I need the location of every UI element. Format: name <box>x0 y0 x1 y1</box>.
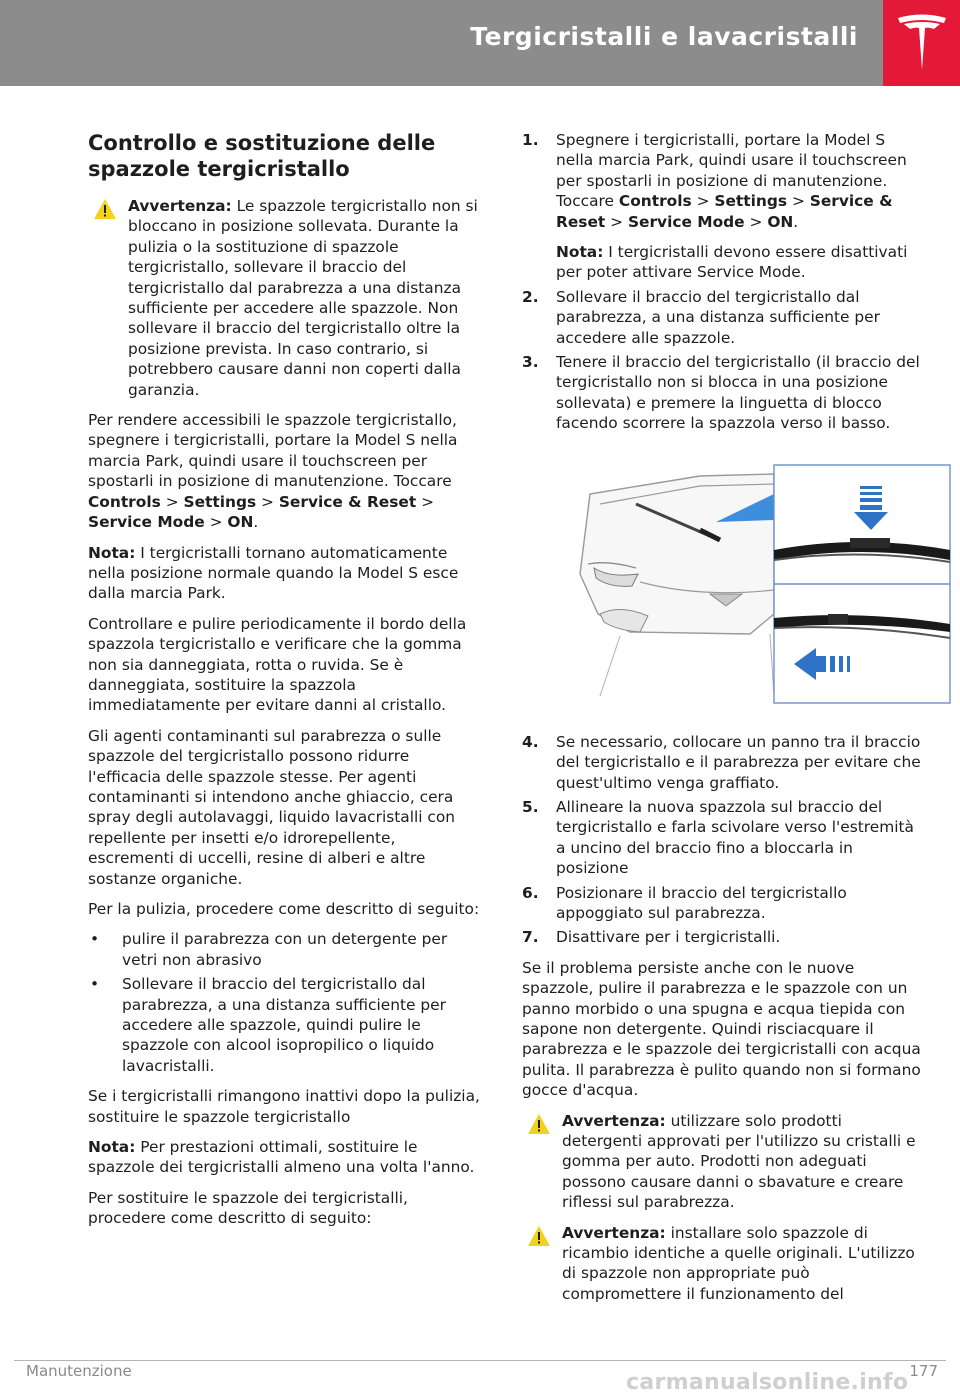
note-label: Nota: <box>556 243 604 262</box>
left-column <box>88 130 483 1239</box>
menu-path-settings: Settings <box>183 492 257 511</box>
section-heading: Controllo e sostituzione delle spazzole tergicristallo <box>88 131 436 181</box>
step-text: Disattivare per i tergicristalli. <box>556 928 781 947</box>
warning-triangle-icon <box>93 198 117 220</box>
paragraph: Se i tergicristalli rimangono inattivi dopo la pulizia, sostituire le spazzole tergicristallo <box>88 1087 480 1126</box>
step-number: 5. <box>522 797 539 816</box>
path-separator: > <box>416 492 434 511</box>
car-wiper-illustration-icon <box>560 464 952 706</box>
list-item <box>88 929 483 970</box>
step-note <box>556 242 922 283</box>
path-separator: > <box>691 192 715 211</box>
bullet-marker: • <box>90 975 100 994</box>
step-item <box>522 352 922 434</box>
step-number: 6. <box>522 883 539 902</box>
page-number: 177 <box>909 1362 938 1380</box>
step-text: Spegnere i tergicristalli, portare la Model S nella marcia Park, quindi usare il touchscreen per spostarli in posizione di manutenzione. Toccare <box>556 131 907 211</box>
paragraph: Per sostituire le spazzole dei tergicristalli, procedere come descritto di seguito: <box>88 1188 408 1228</box>
step-number: 2. <box>522 287 539 306</box>
menu-path-service-mode: Service Mode <box>88 513 205 532</box>
warning-triangle-icon <box>527 1113 551 1135</box>
step-text: Posizionare il braccio del tergicristallo appoggiato sul parabrezza. <box>556 883 847 922</box>
step-number: 7. <box>522 928 539 947</box>
step-text: Allineare la nuova spazzola sul braccio del tergicristallo e farla scivolare verso l'estremità a uncino del braccio fino a bloccarla in posizione <box>556 797 914 878</box>
path-separator: > <box>744 212 768 231</box>
note-label: Nota: <box>88 1138 136 1157</box>
menu-path-controls: Controls <box>618 192 692 211</box>
menu-path-settings: Settings <box>714 192 788 211</box>
menu-path-service-reset: Service & Reset <box>556 192 893 231</box>
path-separator: > <box>605 212 628 231</box>
warning-text: Le spazzole tergicristallo non si bloccano in posizione sollevata. Durante la pulizia o la sostituzione di spazzole tergicristallo, sollevare il braccio del tergicristallo dal parabrezza a una distanza sufficiente per accedere alle spazzole. Non sollevare il braccio del tergicristallo oltre la posizione prevista. In caso contrario, si potrebbero causare danni non coperti dalla garanzia. <box>128 197 478 399</box>
period: . <box>253 513 259 532</box>
note-text: I tergicristalli tornano automaticamente nella posizione normale quando la Model S esce dalla marcia Park. <box>88 543 459 603</box>
list-item <box>88 974 483 1076</box>
paragraph: Per la pulizia, procedere come descritto di seguito: <box>88 900 480 918</box>
paragraph: Controllare e pulire periodicamente il bordo della spazzola tergicristallo e verificare che la gomma non sia danneggiata, rotta o ruvida. Se è danneggiata, sostituire la spazzola immediatamente per evitare danni al cristallo. <box>88 614 467 715</box>
warning-box <box>522 1223 922 1305</box>
paragraph: Gli agenti contaminanti sul parabrezza o sulle spazzole del tergicristallo possono ridurre l'efficacia delle spazzole stesse. Per agenti contaminanti si intendono anche ghiaccio, cera spray degli autolavaggi, liquido lavacristalli con repellente per insetti e/o idrorepellente, escrementi di uccelli, resine di alberi e altre sostanze organiche. <box>88 726 456 888</box>
step-item <box>522 130 922 283</box>
path-separator: > <box>787 192 810 211</box>
paragraph <box>88 410 483 532</box>
warning-box <box>88 196 483 400</box>
page-header <box>0 0 960 86</box>
step-item <box>522 797 922 879</box>
note-text: Per prestazioni ottimali, sostituire le spazzole dei tergicristalli almeno una volta l'anno. <box>88 1138 475 1177</box>
footer-divider <box>14 1360 946 1361</box>
warning-text: utilizzare solo prodotti detergenti approvati per l'utilizzo su cristalli e gomma per auto. Prodotti non adeguati possono causare danni o sbavature e creare riflessi sul parabrezza. <box>562 1111 916 1212</box>
warning-triangle-icon <box>527 1225 551 1247</box>
paragraph-text: Per rendere accessibili le spazzole tergicristallo, spegnere i tergicristalli, portare la Model S nella marcia Park, quindi usare il touchscreen per spostarli in posizione di manutenzione. Toccare <box>88 411 458 491</box>
step-number: 4. <box>522 732 539 751</box>
note <box>88 543 483 604</box>
right-column <box>522 130 922 1314</box>
path-separator: > <box>204 513 228 532</box>
menu-path-on: ON <box>767 212 794 231</box>
step-text: Se necessario, collocare un panno tra il braccio del tergicristallo e il parabrezza per evitare che quest'ultimo venga graffiato. <box>556 732 921 792</box>
warning-label: Avvertenza: <box>128 197 232 215</box>
footer-section: Manutenzione <box>26 1362 132 1380</box>
list-item-text: Sollevare il braccio del tergicristallo dal parabrezza, a una distanza sufficiente per accedere alle spazzole, quindi pulire le spazzole con alcool isopropilico o liquido lavacristalli. <box>122 975 446 1075</box>
paragraph: Se il problema persiste anche con le nuove spazzole, pulire il parabrezza e le spazzole con un panno morbido o una spugna e acqua tiepida con sapone non detergente. Quindi risciacquare il parabrezza e le spazzole dei tergicristalli con acqua pulita. Il parabrezza è pulito quando non si formano gocce d'acqua. <box>522 958 921 1100</box>
period: . <box>793 212 799 231</box>
menu-path-service-reset: Service & Reset <box>278 492 417 511</box>
note-text: I tergicristalli devono essere disattivati per poter attivare Service Mode. <box>556 243 908 282</box>
menu-path-controls: Controls <box>88 492 161 511</box>
note <box>88 1137 483 1178</box>
logo-box <box>883 0 960 86</box>
step-text: Tenere il braccio del tergicristallo (il braccio del tergicristallo non si blocca in una posizione sollevata) e premere la linguetta di blocco facendo scorrere la spazzola verso il basso. <box>556 353 920 433</box>
tesla-logo-icon <box>896 14 948 72</box>
step-number: 1. <box>522 131 539 149</box>
watermark: carmanualsonline.info <box>626 1370 909 1395</box>
bullet-list <box>88 929 483 1076</box>
note-label: Nota: <box>88 543 136 562</box>
warning-text: installare solo spazzole di ricambio identiche a quelle originali. L'utilizzo di spazzole non appropriate può compromettere il funzionamento del <box>562 1223 915 1303</box>
steps-list <box>522 732 922 948</box>
step-item <box>522 883 922 924</box>
path-separator: > <box>256 492 279 511</box>
menu-path-service-mode: Service Mode <box>627 212 745 231</box>
menu-path-on: ON <box>227 513 254 532</box>
list-item-text: pulire il parabrezza con un detergente per vetri non abrasivo <box>122 930 448 969</box>
path-separator: > <box>160 492 184 511</box>
warning-label: Avvertenza: <box>562 1223 666 1242</box>
page-title: Tergicristalli e lavacristalli <box>470 22 858 51</box>
steps-list <box>522 130 922 434</box>
warning-box <box>522 1111 922 1213</box>
step-item <box>522 287 922 348</box>
wiper-blade-replacement-illustration <box>560 464 952 706</box>
bullet-marker: • <box>90 930 100 949</box>
step-item <box>522 927 922 947</box>
step-number: 3. <box>522 353 539 372</box>
step-text: Sollevare il braccio del tergicristallo dal parabrezza, a una distanza sufficiente per accedere alle spazzole. <box>556 287 880 347</box>
warning-label: Avvertenza: <box>562 1111 666 1130</box>
step-item <box>522 732 922 793</box>
